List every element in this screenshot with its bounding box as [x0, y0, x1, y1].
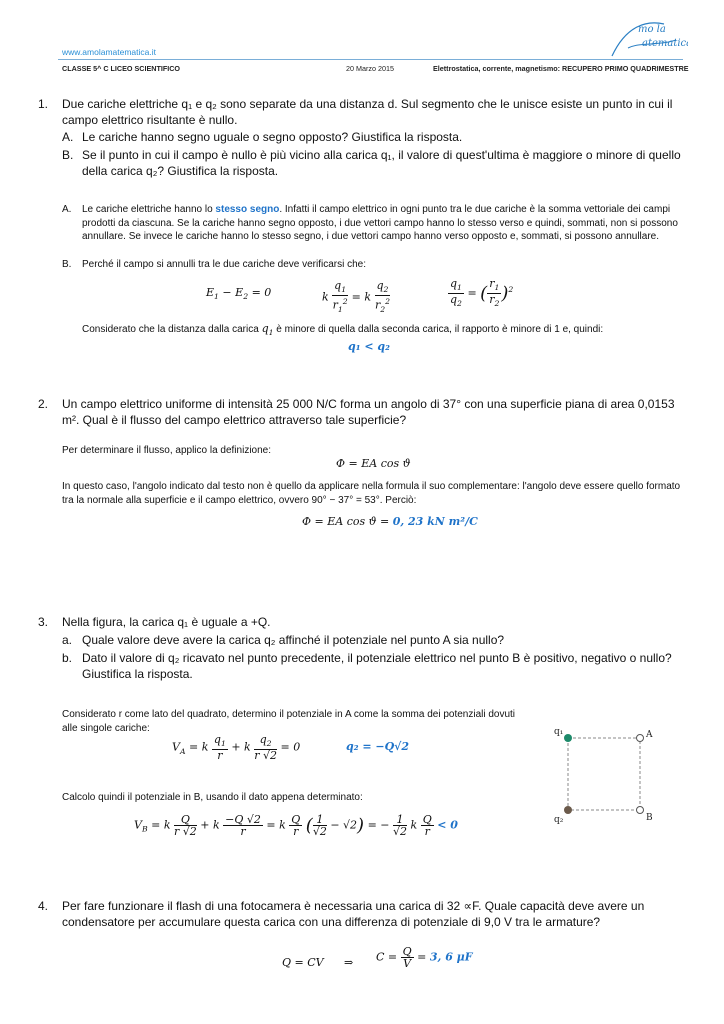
q1-conclusion: Considerato che la distanza dalla carica $q_1$ è minore di quella dalla seconda carica, il rapporto è minore di 1 e, quindi: [82, 322, 604, 338]
q3-eq-a: $V_A = k$ $\frac{q_1}{r}$ + k $\frac{q_2}{r √2}$ = 0 [172, 733, 301, 763]
header-rule [58, 59, 683, 60]
q3-text: Nella figura, la carica q₁ è uguale a +Q. [62, 615, 271, 629]
point-B [637, 807, 644, 814]
q4-formula: Q = CV [282, 956, 324, 969]
q2-result: 0, 23 kN m²/C [392, 515, 478, 528]
label-B: B [646, 813, 653, 823]
q1-text: Due cariche elettriche q₁ e q₂ sono separate da una distanza d. Sul segmento che le unisce esiste un punto in cui il campo elettrico risultante è nullo. [62, 97, 673, 127]
q2-formula-2-text: Φ = EA cos ϑ = [302, 515, 393, 528]
q1-sol-a-pre: Le cariche elettriche hanno lo [82, 204, 216, 215]
q1-eq-1: $E_1 - E_2 = 0$ [206, 286, 272, 302]
q3-figure-svg [552, 722, 662, 826]
q1-eq-2: k $\frac{q_1}{r_1^2}$ = k $\frac{q_2}{r_2^2}$ [322, 279, 391, 315]
q2-sol-1: Per determinare il flusso, applico la definizione: [62, 445, 271, 456]
charge-q2 [564, 806, 572, 814]
q4-text: Per fare funzionare il flash di una fotocamera è necessaria una carica di 32 ∝F. Quale capacità deve avere un condensatore per accumulare questa carica con una differenza di potenziale di 9,0 V tra le armature? [62, 899, 645, 929]
q2-number: 2. [38, 397, 49, 411]
q3-figure [552, 722, 662, 826]
q1-sol-a-post: . Infatti il campo elettrico in ogni punto tra le due cariche è la somma vettoriale dei campi prodotti da ciascuna. Se la cariche hanno segno opposto, i due vettori campo hanno lo stesso verso e quindi, sommati, non si possono annullare. Se invece le cariche hanno lo stesso segno, i due vettori campo hanno verso opposto e, sommati, si possono annullare. [82, 204, 678, 242]
q1-number: 1. [38, 97, 49, 111]
q3-eq-b: $V_B = k$ $\frac{Q}{r √2}$ + k $\frac{-Q √2}{r}$ = k $\frac{Q}{r}$ ( $\frac{1}{√2}$ − √2) = − $\frac{1}{√2}$ k $\frac{Q}{r}$ < 0 [134, 813, 458, 838]
site-url[interactable]: www.amolamatematica.it [62, 47, 157, 57]
q3-a-label: a. [62, 633, 73, 647]
q1-conclusion-post: è minore di quella dalla seconda carica, il rapporto è minore di 1 e, quindi: [276, 324, 604, 335]
logo [606, 18, 688, 60]
q3-b-text: Dato il valore di q₂ ricavato nel punto precedente, il potenziale elettrico nel punto B è positivo, negativo o nullo? Giustifica la risposta. [82, 651, 672, 681]
q4-result: 3, 6 μF [429, 950, 473, 964]
q4-arrow: ⇒ [344, 956, 354, 969]
q1-sol-a-highlight: stesso segno [215, 204, 280, 215]
logo-line-1: mo la [638, 24, 666, 35]
header-topic: Elettrostatica, corrente, magnetismo: RECUPERO PRIMO QUADRIMESTRE [433, 64, 689, 73]
square-outline [568, 738, 640, 810]
q4-number: 4. [38, 899, 49, 913]
label-A: A [646, 730, 653, 740]
logo-line-2: atematica [642, 38, 688, 49]
logo-graphic [606, 18, 688, 60]
q3-number: 3. [38, 615, 49, 629]
q1-a-label: A. [62, 130, 74, 144]
class-label: CLASSE 5^ C LICEO SCIENTIFICO [62, 64, 181, 73]
q1-sol-b-text: Perché il campo si annulli tra le due cariche deve verificarsi che: [82, 259, 367, 270]
q4-eq: C = $\frac{Q}{V}$ = 3, 6 μF [376, 945, 473, 970]
q1-sol-a [82, 203, 684, 244]
q2-text: Un campo elettrico uniforme di intensità 25 000 N/C forma un angolo di 37° con una superficie piana di area 0,0153 m². Qual è il flusso del campo elettrico attraverso tale superficie? [62, 397, 675, 427]
q3-sol-1: Considerato r come lato del quadrato, determino il potenziale in A come la somma dei potenziali dovuti alle singole cariche: [62, 709, 516, 734]
q3-b-label: b. [62, 651, 73, 665]
q2-formula-2 [302, 515, 478, 528]
q3-a-text: Quale valore deve avere la carica q₂ affinché il potenziale nel punto A sia nullo? [82, 633, 505, 647]
charge-q1 [564, 734, 572, 742]
q1-b-label: B. [62, 148, 74, 162]
q1-a-text: Le cariche hanno segno uguale o segno opposto? Giustifica la risposta. [82, 130, 463, 144]
point-A [637, 735, 644, 742]
q2-sol-2: In questo caso, l'angolo indicato dal testo non è quello da applicare nella formula il suo complementare: l'angolo deve essere quello formato tra la normale alla superficie e il campo elettrico, ovvero 90° − 37° = 53°. Perciò: [62, 481, 681, 506]
q1-b-text: Se il punto in cui il campo è nullo è più vicino alla carica q₁, il valore di quest'ultima è maggiore o minore di quello della carica q₂? Giustifica la risposta. [82, 148, 681, 178]
header-date: 20 Marzo 2015 [346, 64, 394, 73]
q3-result-a: q₂ = −Q√2 [346, 740, 410, 753]
q1-result: q₁ < q₂ [348, 340, 390, 353]
label-q2: q₂ [554, 815, 564, 825]
q1-sol-a-label: A. [62, 204, 72, 215]
q1-sol-b-label: B. [62, 259, 72, 270]
q1-eq-3: $\frac{q_1}{q_2}$ = ( $\frac{r_1}{r_2}$ )$^2$ [450, 277, 514, 309]
q3-result-b: < 0 [437, 818, 458, 832]
q3-sol-2: Calcolo quindi il potenziale in B, usando il dato appena determinato: [62, 792, 363, 803]
q2-formula-1: Φ = EA cos ϑ [336, 457, 411, 470]
q1-conclusion-pre: Considerato che la distanza dalla carica [82, 324, 259, 335]
label-q1: q₁ [554, 727, 564, 737]
